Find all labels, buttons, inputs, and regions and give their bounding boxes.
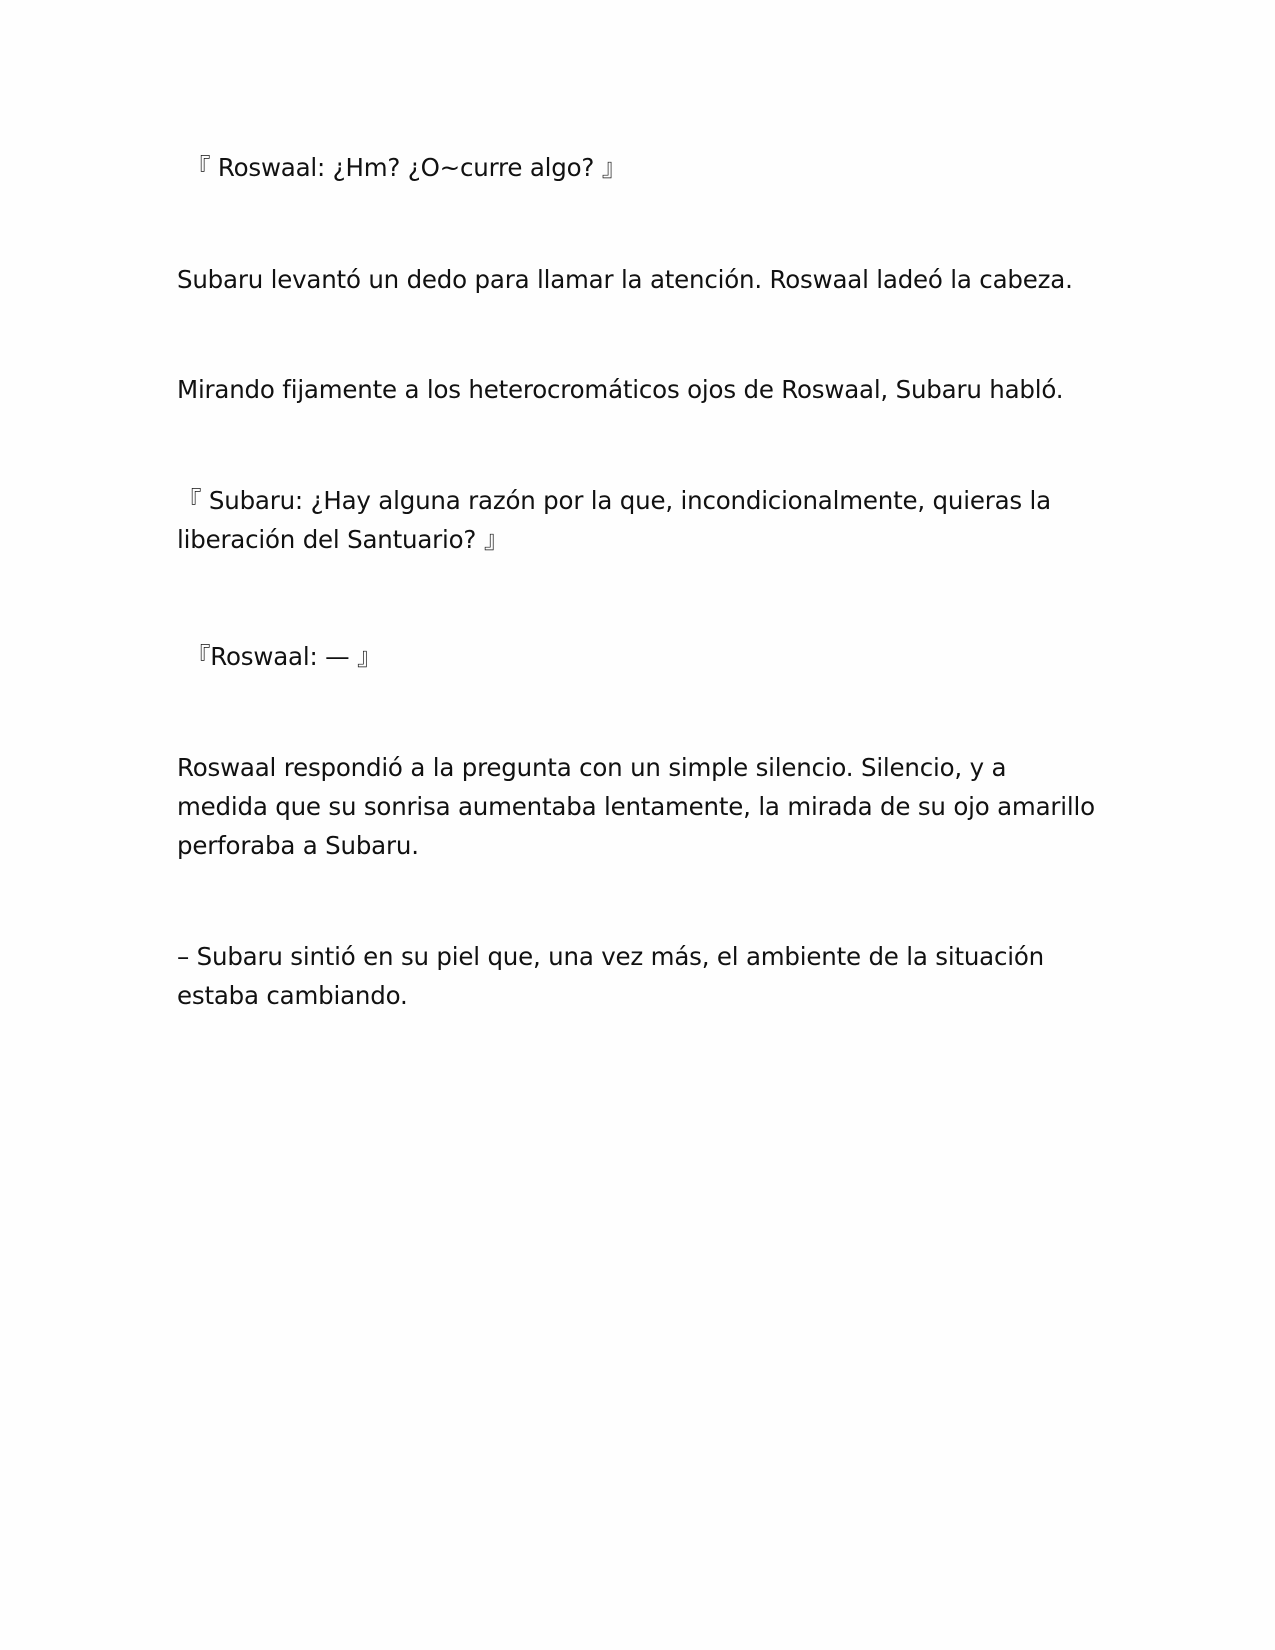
narration-paragraph: Subaru levantó un dedo para llamar la atención. Roswaal ladeó la cabeza. (177, 265, 1073, 294)
narration-paragraph: Roswaal respondió a la pregunta con un simple silencio. Silencio, y a medida que su sonrisa aumentaba lentamente, la mirada de su ojo amarillo perforaba a Subaru. (177, 753, 1095, 860)
narration-paragraph: Mirando fijamente a los heterocromáticos ojos de Roswaal, Subaru habló. (177, 375, 1064, 404)
dialogue-roswaal-question: 『 Roswaal: ¿Hm? ¿O~curre algo? 』 (186, 153, 627, 182)
narration-paragraph: – Subaru sintió en su piel que, una vez más, el ambiente de la situación estaba cambiando. (177, 942, 1044, 1010)
dialogue-roswaal-silence: 『Roswaal: — 』 (186, 642, 382, 671)
dialogue-subaru-question: 『 Subaru: ¿Hay alguna razón por la que, incondicionalmente, quieras la liberación del Santuario? 』 (177, 486, 1051, 554)
